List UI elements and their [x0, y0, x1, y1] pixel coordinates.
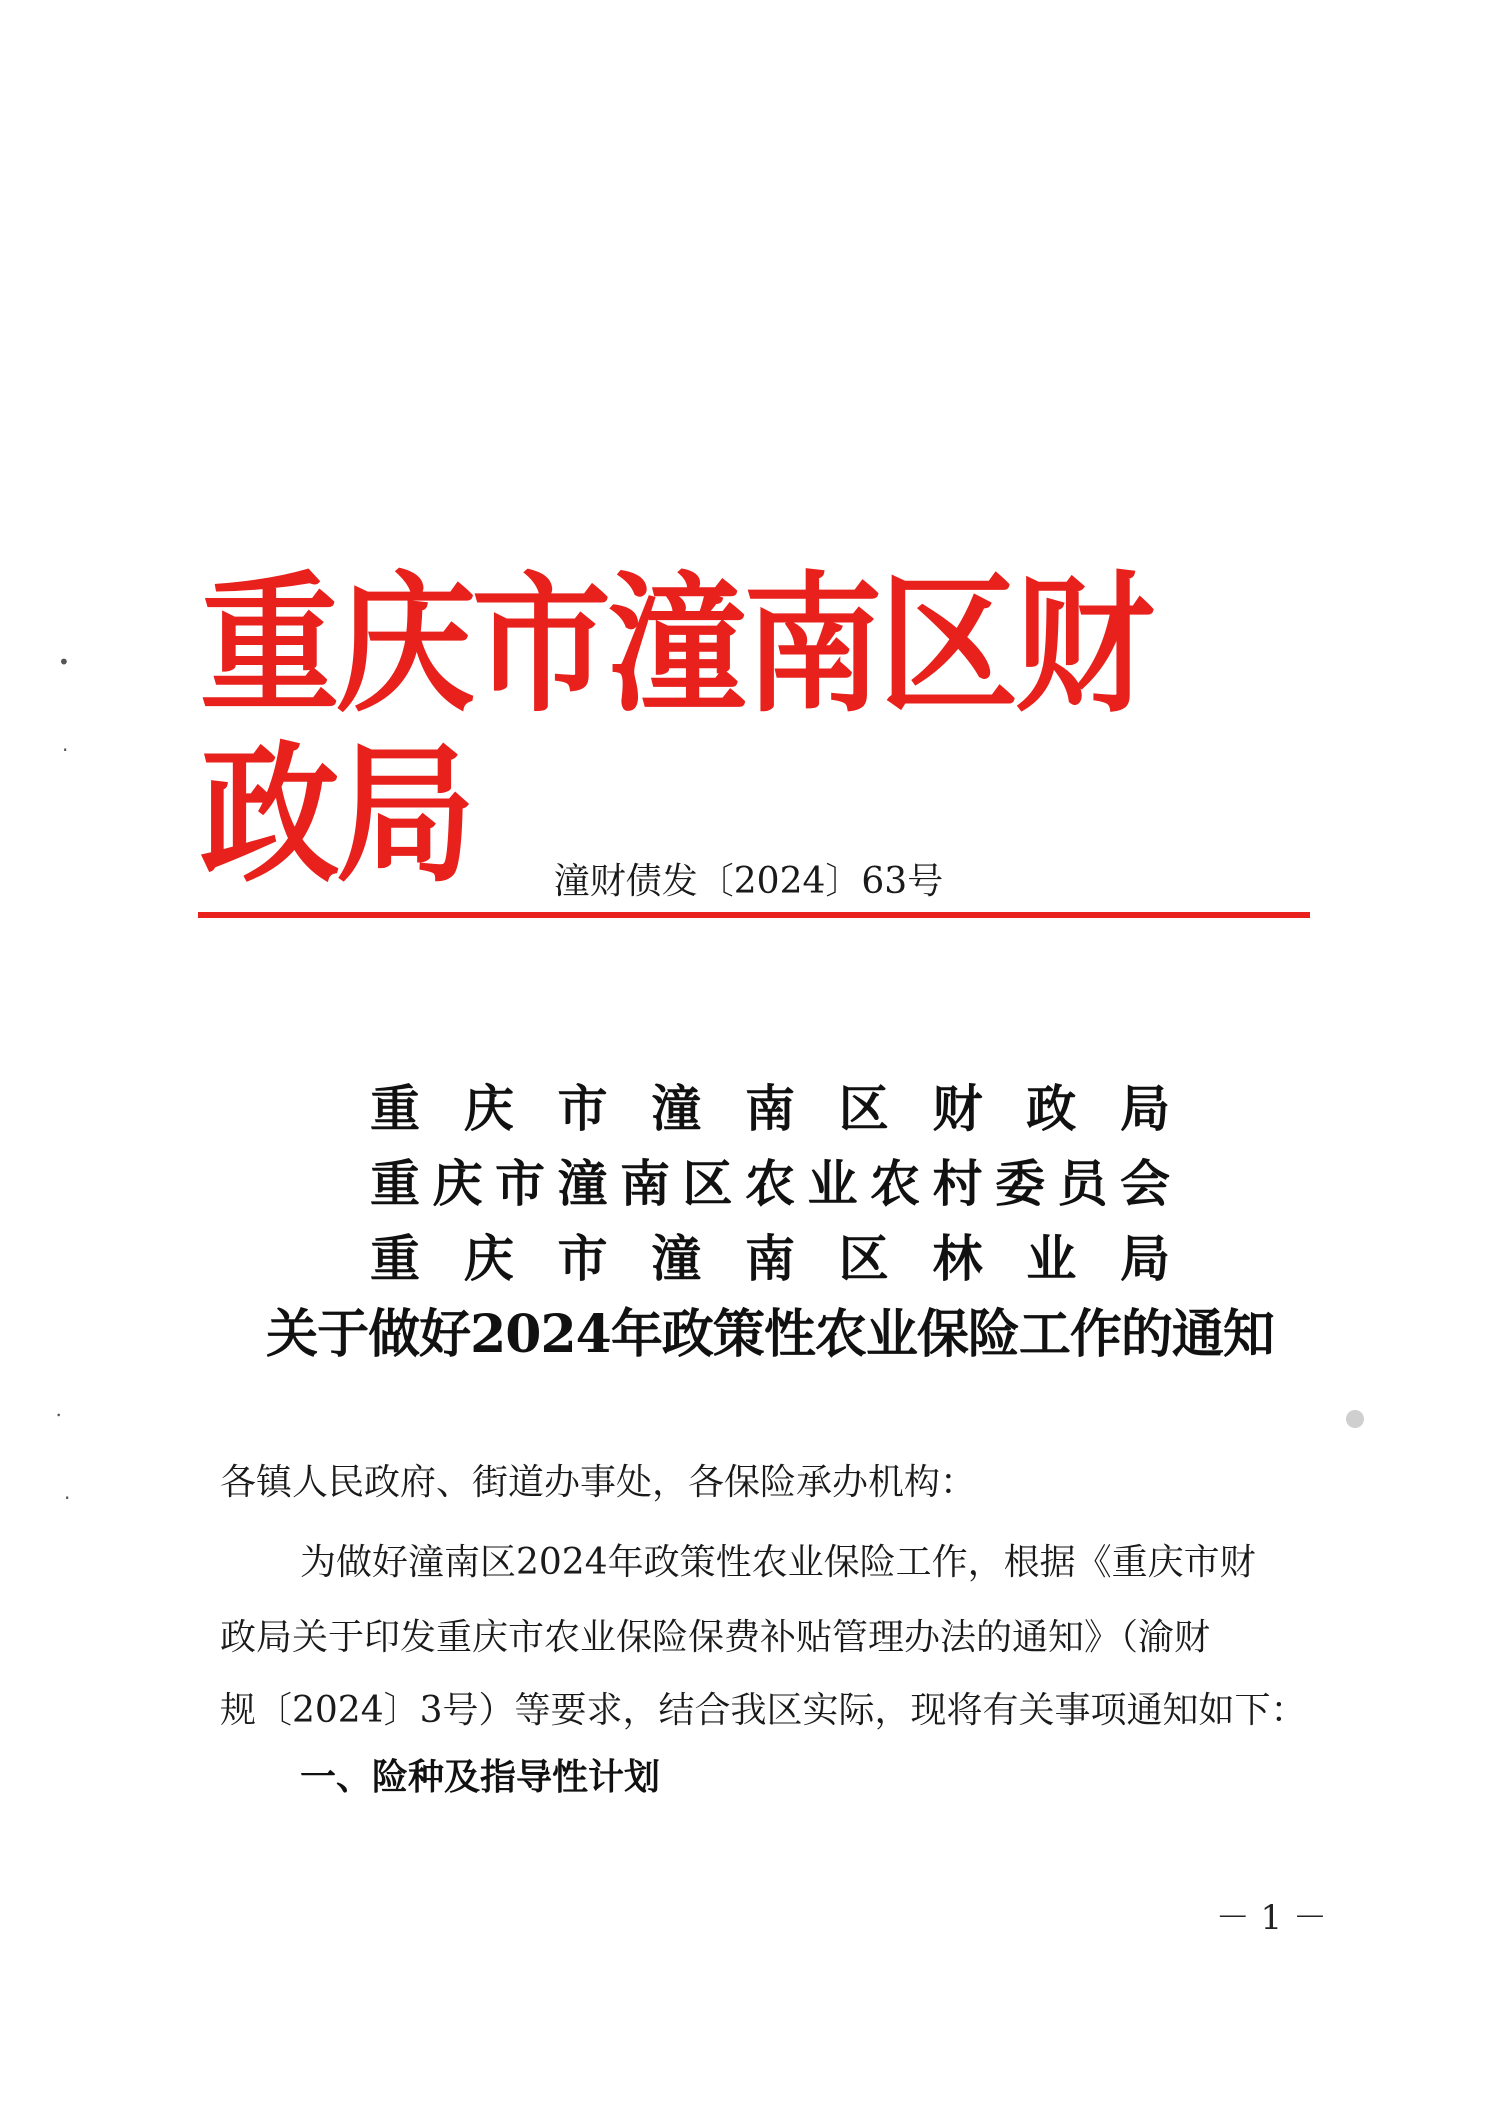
title-char: 区 [838, 1079, 889, 1138]
title-char: 庆 [432, 1154, 483, 1213]
paragraph-line: 规〔2024〕3号）等要求，结合我区实际，现将有关事项通知如下： [220, 1690, 1307, 1731]
title-char: 南 [745, 1229, 795, 1288]
title-char: 农 [870, 1154, 920, 1213]
title-char: 庆 [463, 1229, 514, 1288]
title-char: 业 [807, 1154, 858, 1213]
title-char: 潼 [651, 1079, 702, 1138]
title-char: 潼 [557, 1154, 608, 1213]
scan-mark: • [58, 650, 70, 674]
title-char: 区 [682, 1154, 733, 1213]
page-number: － 1 － [1215, 1898, 1327, 1938]
title-char: 村 [932, 1154, 983, 1213]
org-masthead: 重庆市潼南区财政局 [200, 557, 1151, 903]
title-char: 业 [1026, 1229, 1077, 1288]
title-char: 农 [745, 1154, 795, 1213]
title-issuer-1 [370, 1070, 1170, 1140]
title-char: 市 [557, 1079, 608, 1138]
title-issuer-2 [370, 1145, 1170, 1215]
scan-mark: · [62, 738, 69, 762]
title-char: 南 [745, 1079, 795, 1138]
title-char: 市 [557, 1229, 608, 1288]
title-char: 政 [1026, 1079, 1077, 1138]
scan-mark: ⸱ [56, 1403, 62, 1427]
title-char: 市 [495, 1154, 545, 1213]
title-char: 南 [620, 1154, 670, 1213]
title-char: 局 [1120, 1229, 1170, 1288]
title-char: 局 [1120, 1079, 1170, 1138]
title-char: 会 [1120, 1154, 1170, 1213]
section-heading: 一、险种及指导性计划 [300, 1757, 661, 1798]
title-char: 委 [995, 1154, 1045, 1213]
title-issuer-3 [370, 1220, 1170, 1290]
title-char: 区 [838, 1229, 889, 1288]
scan-spot [1346, 1410, 1364, 1428]
title-char: 员 [1057, 1154, 1108, 1213]
title-char: 庆 [463, 1079, 514, 1138]
title-char: 重 [370, 1079, 420, 1138]
paragraph-line: 政局关于印发重庆市农业保险保费补贴管理办法的通知》（渝财 [220, 1617, 1211, 1658]
salutation: 各镇人民政府、街道办事处，各保险承办机构： [220, 1462, 977, 1503]
title-char: 林 [932, 1229, 983, 1288]
scan-mark: · [64, 1486, 71, 1510]
red-divider-line [198, 912, 1310, 918]
paragraph-line: 为做好潼南区2024年政策性农业保险工作，根据《重庆市财 [300, 1542, 1256, 1583]
title-char: 潼 [651, 1229, 702, 1288]
document-number: 潼财债发〔2024〕63号 [553, 861, 944, 902]
title-char: 重 [370, 1154, 420, 1213]
title-char: 财 [932, 1079, 983, 1138]
document-title: 关于做好2024年政策性农业保险工作的通知 [266, 1304, 1274, 1365]
title-char: 重 [370, 1229, 420, 1288]
